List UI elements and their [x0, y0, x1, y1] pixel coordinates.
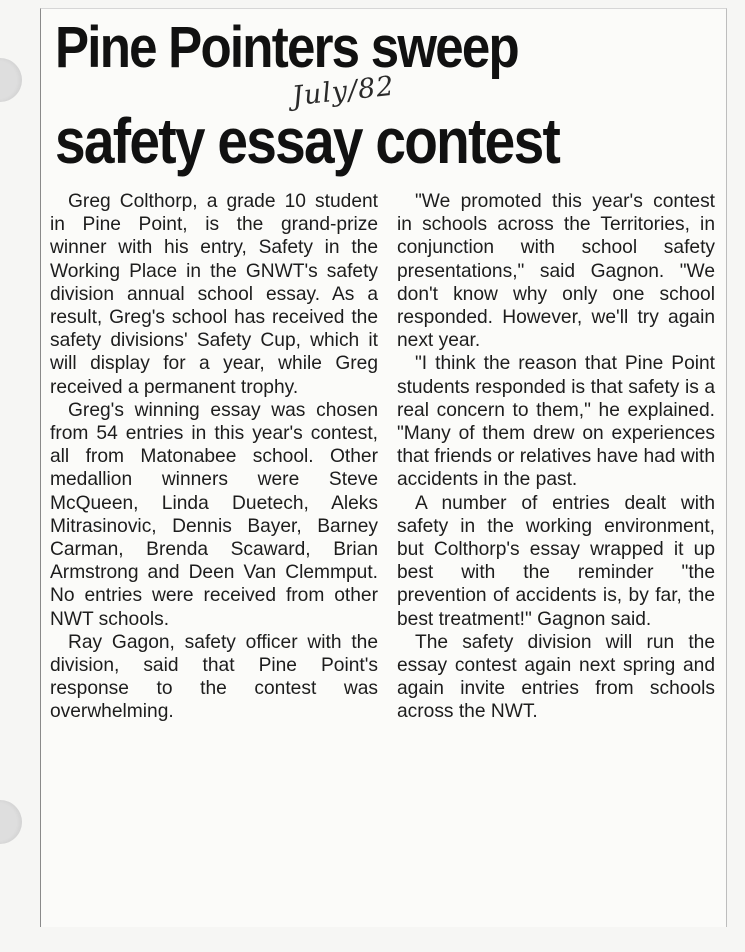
article-column-left: [50, 190, 378, 724]
article-paragraph: Greg's winning essay was chosen from 54 entries in this year's contest, all from Matonabee school. Other medallion winners were Steve McQueen, Linda Duetech, Aleks Mitrasinovic, Dennis Bayer, Barney Carman, Brenda Scaward, Brian Armstrong and Deen Van Clemmput. No entries were received from other NWT schools.: [50, 399, 378, 630]
article-paragraph: "I think the reason that Pine Point students responded is that safety is a real concern to them," he explained. "Many of them drew on experiences that friends or relatives have had with accidents in the past.: [397, 353, 715, 491]
article-paragraph: Ray Gagon, safety officer with the division, said that Pine Point's response to the contest was overwhelming.: [50, 631, 378, 723]
headline-line-2: safety essay contest: [55, 105, 560, 177]
binder-hole-bottom: [0, 800, 22, 844]
article-paragraph: Greg Colthorp, a grade 10 student in Pine Point, is the grand-prize winner with his entry, Safety in the Working Place in the GNWT's safety division annual school essay. As a result, Greg's school has received the safety divisions' Safety Cup, which it will display for a year, while Greg received a permanent trophy.: [50, 191, 378, 398]
binder-hole-top: [0, 58, 22, 102]
handwritten-date: July/82: [290, 70, 396, 113]
headline-line-1: Pine Pointers sweep: [55, 15, 518, 80]
article-paragraph: "We promoted this year's contest in schools across the Territories, in conjunction with school safety presentations," said Gagnon. "We don't know why only one school responded. However, we'll try again next year.: [397, 191, 715, 352]
article-paragraph: The safety division will run the essay contest again next spring and again invite entries from schools across the NWT.: [397, 631, 715, 723]
article-paragraph: A number of entries dealt with safety in the working environment, but Colthorp's essay wrapped it up best with the reminder "the prevention of accidents is, by far, the best treatment!" Gagnon said.: [397, 492, 715, 630]
article-column-right: [397, 190, 715, 724]
